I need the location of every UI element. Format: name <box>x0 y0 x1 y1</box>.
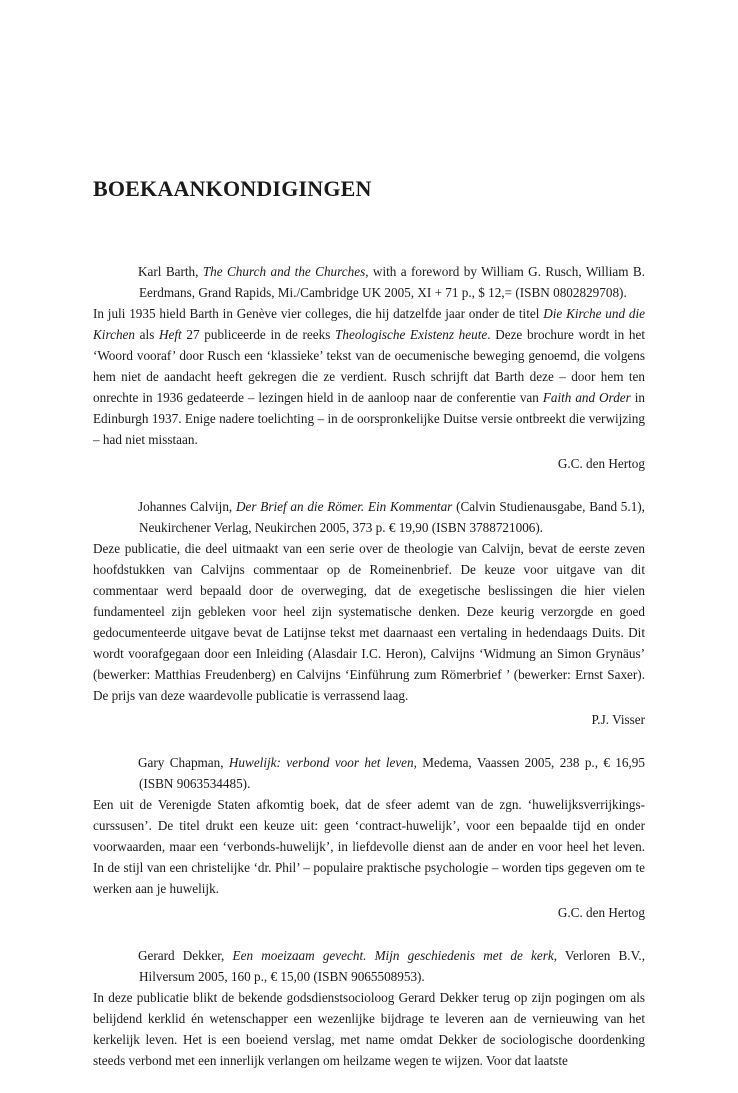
page-title: BOEKAANKONDIGINGEN <box>93 176 372 201</box>
book-entry <box>93 752 645 923</box>
book-citation: Gerard Dekker, Een moeizaam gevecht. Mijn geschiedenis met de kerk, Verloren B.V., Hilversum 2005, 160 p., € 15,00 (ISBN 9065508953). <box>138 948 646 984</box>
italic-title: Heft <box>159 327 182 342</box>
book-citation: Gary Chapman, Huwelijk: verbond voor het leven, Medema, Vaassen 2005, 238 p., € 16,95 (ISBN 9063534485). <box>138 755 645 791</box>
reviewer-name: P.J. Visser <box>591 712 645 727</box>
book-entry <box>93 496 645 730</box>
italic-title: Een moeizaam gevecht. Mijn geschiedenis met de kerk <box>232 948 554 963</box>
book-citation: Johannes Calvijn, Der Brief an die Römer. Ein Kommentar (Calvin Studienausgabe, Band 5.1), Neukirchener Verlag, Neukirchen 2005, 373 p. € 19,90 (ISBN 3788721006). <box>138 499 645 535</box>
book-announcements-list <box>93 261 645 1093</box>
book-review-text: In deze publicatie blikt de bekende godsdienstsocioloog Gerard Dekker terug op zijn pogingen om als belijdend kerklid én wetenschapper een wezenlijke bijdrage te leveren aan de vernieuwing van het kerkelijk leven. Het is een boeiend verslag, met name omdat Dekker de sociologische doordenking steeds verbond met een innerlijk verlangen om heilzame wegen te wijzen. Voor dat laatste <box>93 990 645 1068</box>
book-entry <box>93 945 645 1071</box>
book-entry <box>93 261 645 474</box>
book-review-text: In juli 1935 hield Barth in Genève vier colleges, die hij datzelfde jaar onder de titel Die Kirche und die Kirchen als Heft 27 publiceerde in de reeks Theologische Existenz heute. Deze brochure wordt in het ‘Woord vooraf’ door Rusch een ‘klassieke’ tekst van de oecumenische beweging genoemd, die volgens hem niet de aandacht heeft gekregen die ze verdient. Rusch schrijft dat Barth deze – door hem ten onrechte in 1936 gedateerde – lezingen hield in de aanloop naar de conferentie van Faith and Order in Edinburgh 1937. Enige nadere toelichting – in de oorspronkelijke Duitse versie ontbreekt die verwijzing – had niet misstaan. <box>93 306 645 447</box>
italic-title: Die Kirche und die Kirchen <box>93 306 645 342</box>
reviewer-name: G.C. den Hertog <box>557 905 645 920</box>
book-citation: Karl Barth, The Church and the Churches, with a foreword by William G. Rusch, William B. Eerdmans, Grand Rapids, Mi./Cambridge UK 2005, XI + 71 p., $ 12,= (ISBN 0802829708). <box>138 264 646 300</box>
italic-title: The Church and the Churches <box>202 264 366 279</box>
book-review-text: Een uit de Verenigde Staten afkomtig boek, dat de sfeer ademt van de zgn. ‘huwelijksverrijkings-curssusen’. De titel drukt een keuze uit: geen ‘contract-huwelijk’, voor een bepaalde tijd en onder voorwaarden, maar een ‘verbonds-huwelijk’, in liefdevolle dienst aan de ander en voor heel het leven. In de stijl van een christelijke ‘dr. Phil’ – populaire praktische psychologie – worden tips gegeven om te werken aan je huwelijk. <box>93 797 645 896</box>
reviewer-name: G.C. den Hertog <box>557 456 645 471</box>
italic-title: Theologische Existenz heute <box>335 327 488 342</box>
italic-title: Der Brief an die Römer. Ein Kommentar <box>236 499 453 514</box>
italic-title: Huwelijk: verbond voor het leven <box>228 755 414 770</box>
italic-title: Faith and Order <box>542 390 631 405</box>
book-review-text: Deze publicatie, die deel uitmaakt van een serie over de theologie van Calvijn, bevat de eerste zeven hoofdstukken van Calvijns commentaar op de Romeinenbrief. De keuze voor uitgave van dit commentaar werd bepaald door de overweging, dat de exegetische beslissingen die hier vielen fundamenteel zijn gebleken voor heel zijn systematische denken. Deze keurig verzorgde en goed gedocumenteerde uitgave bevat de Latijnse tekst met daarnaast een vertaling in hedendaags Duits. Dit wordt voorafgegaan door een Inleiding (Alasdair I.C. Heron), Calvijns ‘Widmung an Simon Grynäus’ (bewerker: Matthias Freudenberg) en Calvijns ‘Einführung zum Römerbrief ’ (bewerker: Ernst Saxer). De prijs van deze waardevolle publicatie is verrassend laag. <box>93 541 645 703</box>
